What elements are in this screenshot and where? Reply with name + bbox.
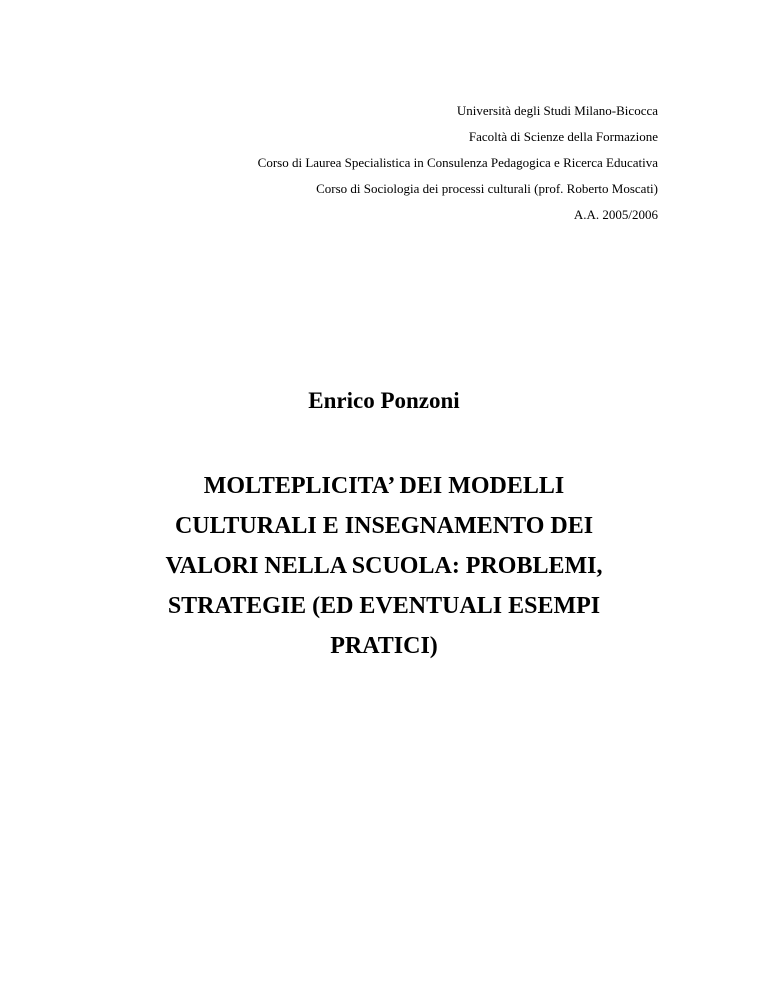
subject-course: Corso di Sociologia dei processi culturali (prof. Roberto Moscati) <box>316 181 658 196</box>
title-line: MOLTEPLICITA’ DEI MODELLI <box>203 473 565 499</box>
author-name: Enrico Ponzoni <box>308 388 460 413</box>
title-line: STRATEGIE (ED EVENTUALI ESEMPI <box>167 593 601 619</box>
institution-header <box>258 98 658 228</box>
degree-course: Corso di Laurea Specialistica in Consulenza Pedagogica e Ricerca Educativa <box>257 155 658 170</box>
title-line: VALORI NELLA SCUOLA: PROBLEMI, <box>165 553 603 579</box>
title-line: CULTURALI E INSEGNAMENTO DEI <box>174 513 594 539</box>
faculty-name: Facoltà di Scienze della Formazione <box>468 129 658 144</box>
academic-year: A.A. 2005/2006 <box>573 207 658 222</box>
title-line: PRATICI) <box>330 633 438 659</box>
document-title <box>0 466 768 666</box>
university-name: Università degli Studi Milano-Bicocca <box>456 103 658 118</box>
